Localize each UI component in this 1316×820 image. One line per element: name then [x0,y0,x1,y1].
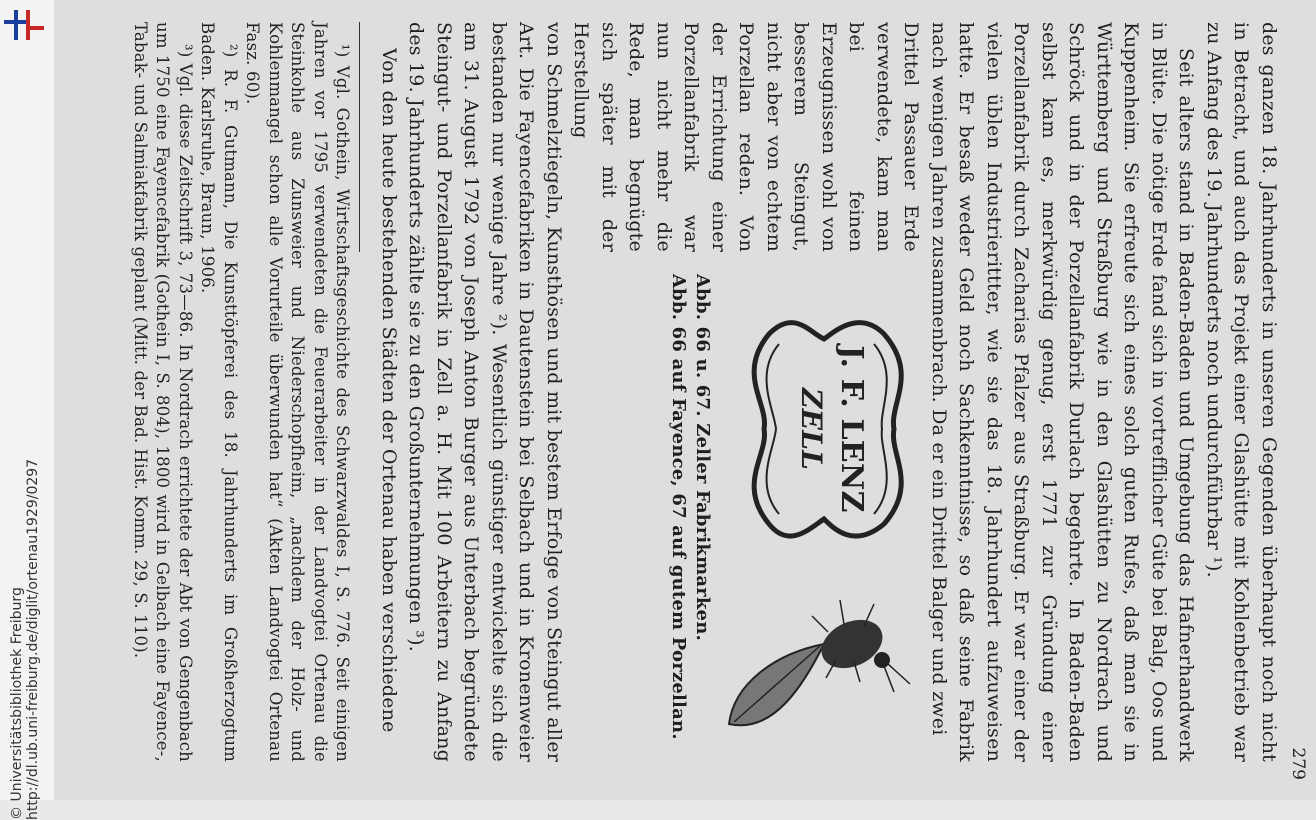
beetle-leaf-mark-image [725,574,925,744]
cartouche-line-1: J. F. LENZ [834,345,870,513]
watermark-copyright: © Universitätsbibliothek Freiburg [9,587,25,820]
page-number: 279 [1288,747,1308,780]
paragraph-3: von Schmelztiegeln, Kunsthösen und mit bestem Erfolge von Steingut aller Art. Die Fayencefabriken in Dautenstein bei Selbach und in Kronenweier bestanden nur wenige Jahre ²). Wesentlich günstiger entwickelte sich die am 31. August 1792 von Joseph Anton Burger aus Unterbach begründete Steingut- und Porzellanfabrik in Zell a. H. Mit 100 Arbeitern zu Anfang des 19. Jahrhunderts zählte sie zu den Großunternehmungen ³). [405,22,565,762]
footnote-divider [360,22,361,252]
figure-block [567,274,925,744]
figure-row [567,22,925,762]
footnote-3: ³) Vgl. diese Zeitschrift 3, 73—86. In Nordrach errichtete der Abt von Gengenbach um 1750 eine Fayencefabrik (Gothein I, S. 804), 1800 wird in Gelbach eine Fayence-, Tabak- und Salmiakfabrik geplant (Mitt. der Bad. Hist. Komm. 29, S. 110). [131,22,195,762]
footnote-2: ²) R. F. Gutmann, Die Kunsttöpferei des 18. Jahrhunderts im Großherzogtum Baden. Karlsruhe, Braun, 1906. [198,22,240,762]
cartouche-mark-image [745,314,915,544]
figure-caption-line-2: Abb. 66 auf Fayence, 67 auf gutem Porzellan. [668,274,690,740]
watermark-url: http://dl.ub.uni-freiburg.de/diglit/ortenau1929/0297 [25,458,41,820]
page-text [129,22,1283,762]
figure-caption-line-1: Abb. 66 u. 67. Zeller Fabrikmarken. [692,274,714,641]
figure-images [715,274,925,744]
footnote-1: ¹) Vgl. Gothein, Wirtschaftsgeschichte des Schwarzwaldes I, S. 776. Seit einigen Jahren vor 1795 verwendeten die Feuerarbeiter in der Landvogtei Ortenau die Steinkohle aus Zunsweier und Niederschopfheim, „nachdem der Holz- und Kohlenmangel schon alle Vorurteile überwunden hat“ (Akten Landvogtei Ortenau Fasz. 60). [243,22,353,762]
paragraph-1: des ganzen 18. Jahrhunderts in unseren Gegenden überhaupt noch nicht in Betracht, und auch das Projekt einer Glashütte mit Kohlenbetrieb war zu Anfang des 19. Jahrhunderts noch undurchführbar ¹). [1203,22,1280,762]
paragraph-4: Von den heute bestehenden Städten der Ortenau haben verschiedene [378,48,400,733]
narrow-column-text: Drittel Passauer Erde verwendete, kam man bei feinen Erzeugnissen wohl von besserem Steingut, nicht aber von echtem Porzellan reden. Von der Errichtung einer Porzellanfabrik war nun nicht mehr die Rede, man begnügte sich später mit der Herstellung [570,22,923,252]
cartouche-line-2: ZELL [795,388,829,470]
scanned-page [54,0,1316,800]
footnotes [129,22,354,762]
paragraph-2: Seit alters stand in Baden-Baden und Umgebung das Hafnerhandwerk in Blüte. Die nötige Erde fand sich in vortrefflicher Güte bei Balg, Oos und Kuppenheim. Sie erfreute sich eines solch guten Rufes, daß man sie in Württemberg und Straßburg wie in den Glashütten zu Nordrach und Schröck und in der Porzellanfabrik Durlach begehrte. In Baden-Baden selbst kam es, merkwürdig genug, erst 1771 zur Gründung einer Porzellanfabrik durch Zacharias Pfalzer aus Straßburg. Er war einer der vielen üblen Industrierittter, wie sie das 18. Jahrhundert aufzuweisen hatte. Er besaß weder Geld noch Sachkenntnisse, so daß seine Fabrik nach wenigen Jahren zusammenbrach. Da er ein Drittel Balger und zwei [928,22,1198,762]
rotated-page-content [54,0,1316,800]
